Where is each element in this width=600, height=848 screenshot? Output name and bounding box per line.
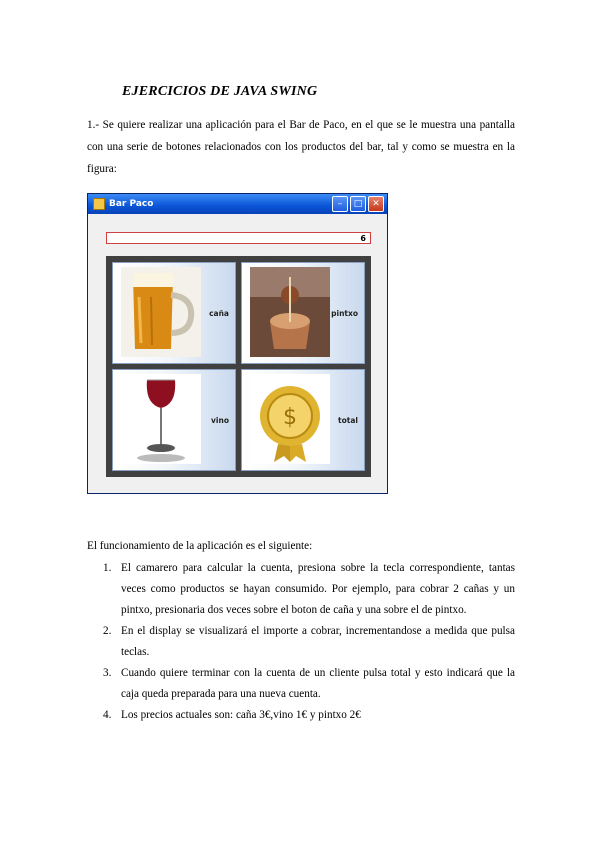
step-text: Cuando quiere terminar con la cuenta de un cliente pulsa total y esto indicará que la caja queda preparada para una nueva cuenta. [121,667,515,700]
total-display-field[interactable]: 6 [106,232,371,244]
vino-button[interactable] [112,369,236,471]
section-intro: El funcionamiento de la aplicación es el siguiente: [87,540,313,552]
minimize-icon[interactable]: – [332,196,348,212]
step-number: 1. [103,562,112,574]
product-button-grid [106,256,371,477]
list-item [103,663,515,705]
step-text: En el display se visualizará el importe a cobrar, incrementandose a medida que pulsa teclas. [121,625,515,658]
beer-mug-icon [121,267,201,357]
step-text: El camarero para calcular la cuenta, presiona sobre la tecla correspondiente, tantas veces como productos se hayan consumido. Por ejemplo, para cobrar 2 cañas y un pintxo, presionaria dos veces sobre el boton de caña y una sobre el de pintxo. [121,562,515,616]
maximize-icon[interactable]: □ [350,196,366,212]
pintxo-icon [250,267,330,357]
total-label: total [338,416,358,425]
close-icon[interactable]: ✕ [368,196,384,212]
steps-list [103,558,515,726]
intro-paragraph: 1.- Se quiere realizar una aplicación para el Bar de Paco, en el que se le muestra una pantalla con una serie de botones relacionados con los productos del bar, tal y como se muestra en la figura: [87,119,515,175]
window-title: Bar Paco [109,199,154,209]
java-app-icon [93,198,105,210]
step-number: 3. [103,667,112,679]
list-item [103,621,515,663]
svg-text:$: $ [283,405,297,430]
pintxo-button[interactable] [241,262,365,364]
vino-label: vino [211,416,229,425]
total-button[interactable] [241,369,365,471]
step-number: 4. [103,709,112,721]
cana-button[interactable] [112,262,236,364]
step-number: 2. [103,625,112,637]
list-item [103,705,515,726]
list-item [103,558,515,621]
bar-paco-window [87,193,388,494]
wine-glass-icon [121,374,201,464]
step-text: Los precios actuales son: caña 3€,vino 1€ y pintxo 2€ [121,709,361,721]
pintxo-label: pintxo [331,309,358,318]
window-titlebar[interactable] [88,194,387,214]
gold-coin-medal-icon [250,374,330,464]
cana-label: caña [209,309,229,318]
page-title: EJERCICIOS DE JAVA SWING [122,84,318,99]
